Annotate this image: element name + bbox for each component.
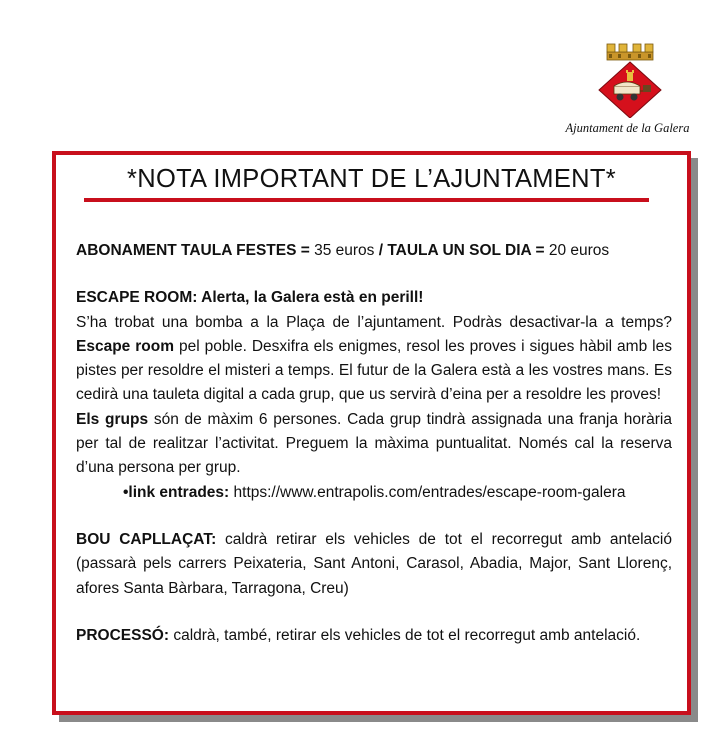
escape-room-link-label: •link entrades: <box>123 483 230 501</box>
subscription-separator: / TAULA UN SOL DIA = <box>378 242 545 259</box>
processo-text: caldrà, també, retirar els vehicles de tot el recorregut amb antelació. <box>169 626 641 644</box>
galera-coat-of-arms-icon <box>597 40 663 118</box>
spacer <box>76 505 672 528</box>
escape-room-link-url[interactable]: https://www.entrapolis.com/entrades/escape-room-galera <box>229 483 626 501</box>
escape-room-text-1: S’ha trobat una bomba a la Plaça de l’ajuntament. Podràs desactivar-la a temps? <box>76 313 672 331</box>
escape-room-paragraph-1 <box>76 311 672 408</box>
escape-room-text-3: són de màxim 6 persones. Cada grup tindrà assignada una franja horària per tal de realitzar l’activitat. Preguem la màxima puntualitat. Només cal la reserva d’una persona per grup. <box>76 410 672 477</box>
escape-room-paragraph-2 <box>76 408 672 481</box>
escape-room-text-2: pel poble. Desxifra els enigmes, resol les proves i sigues hàbil amb les pistes per resoldre el misteri a temps. El futur de la Galera està a les vostres mans. Es cedirà una tauleta digital a cada grup, que us servirà d’eina per a resoldre les proves! <box>76 337 672 404</box>
escape-room-bold-2: Els grups <box>76 410 149 428</box>
escape-room-bold-1: Escape room <box>76 337 175 355</box>
subscription-price-2: 20 euros <box>544 242 610 259</box>
notice-body <box>76 239 672 648</box>
subscription-line <box>76 239 672 263</box>
spacer <box>76 263 672 286</box>
processo-paragraph <box>76 624 672 648</box>
bou-paragraph <box>76 528 672 601</box>
escape-room-link-line <box>76 481 672 505</box>
bou-label: BOU CAPLLAÇAT: <box>76 530 217 548</box>
title-underline <box>84 198 649 202</box>
processo-label: PROCESSÓ: <box>76 626 170 644</box>
spacer <box>76 601 672 624</box>
notice-panel <box>52 151 691 715</box>
escape-room-heading-text: ESCAPE ROOM: Alerta, la Galera està en perill! <box>76 289 424 307</box>
subscription-label-1: ABONAMENT TAULA FESTES = <box>76 242 310 259</box>
bou-text: caldrà retirar els vehicles de tot el recorregut amb antelació (passarà pels carrers Peixateria, Sant Antoni, Carasol, Abadia, Major, Sant Llorenç, afores Santa Bàrbara, Tarragona, Creu) <box>76 530 672 597</box>
notice-title: *NOTA IMPORTANT DE L’AJUNTAMENT* <box>127 165 616 193</box>
crest-caption: Ajuntament de la Galera <box>565 121 690 135</box>
subscription-price-1: 35 euros <box>309 242 379 259</box>
escape-room-heading <box>76 286 672 310</box>
